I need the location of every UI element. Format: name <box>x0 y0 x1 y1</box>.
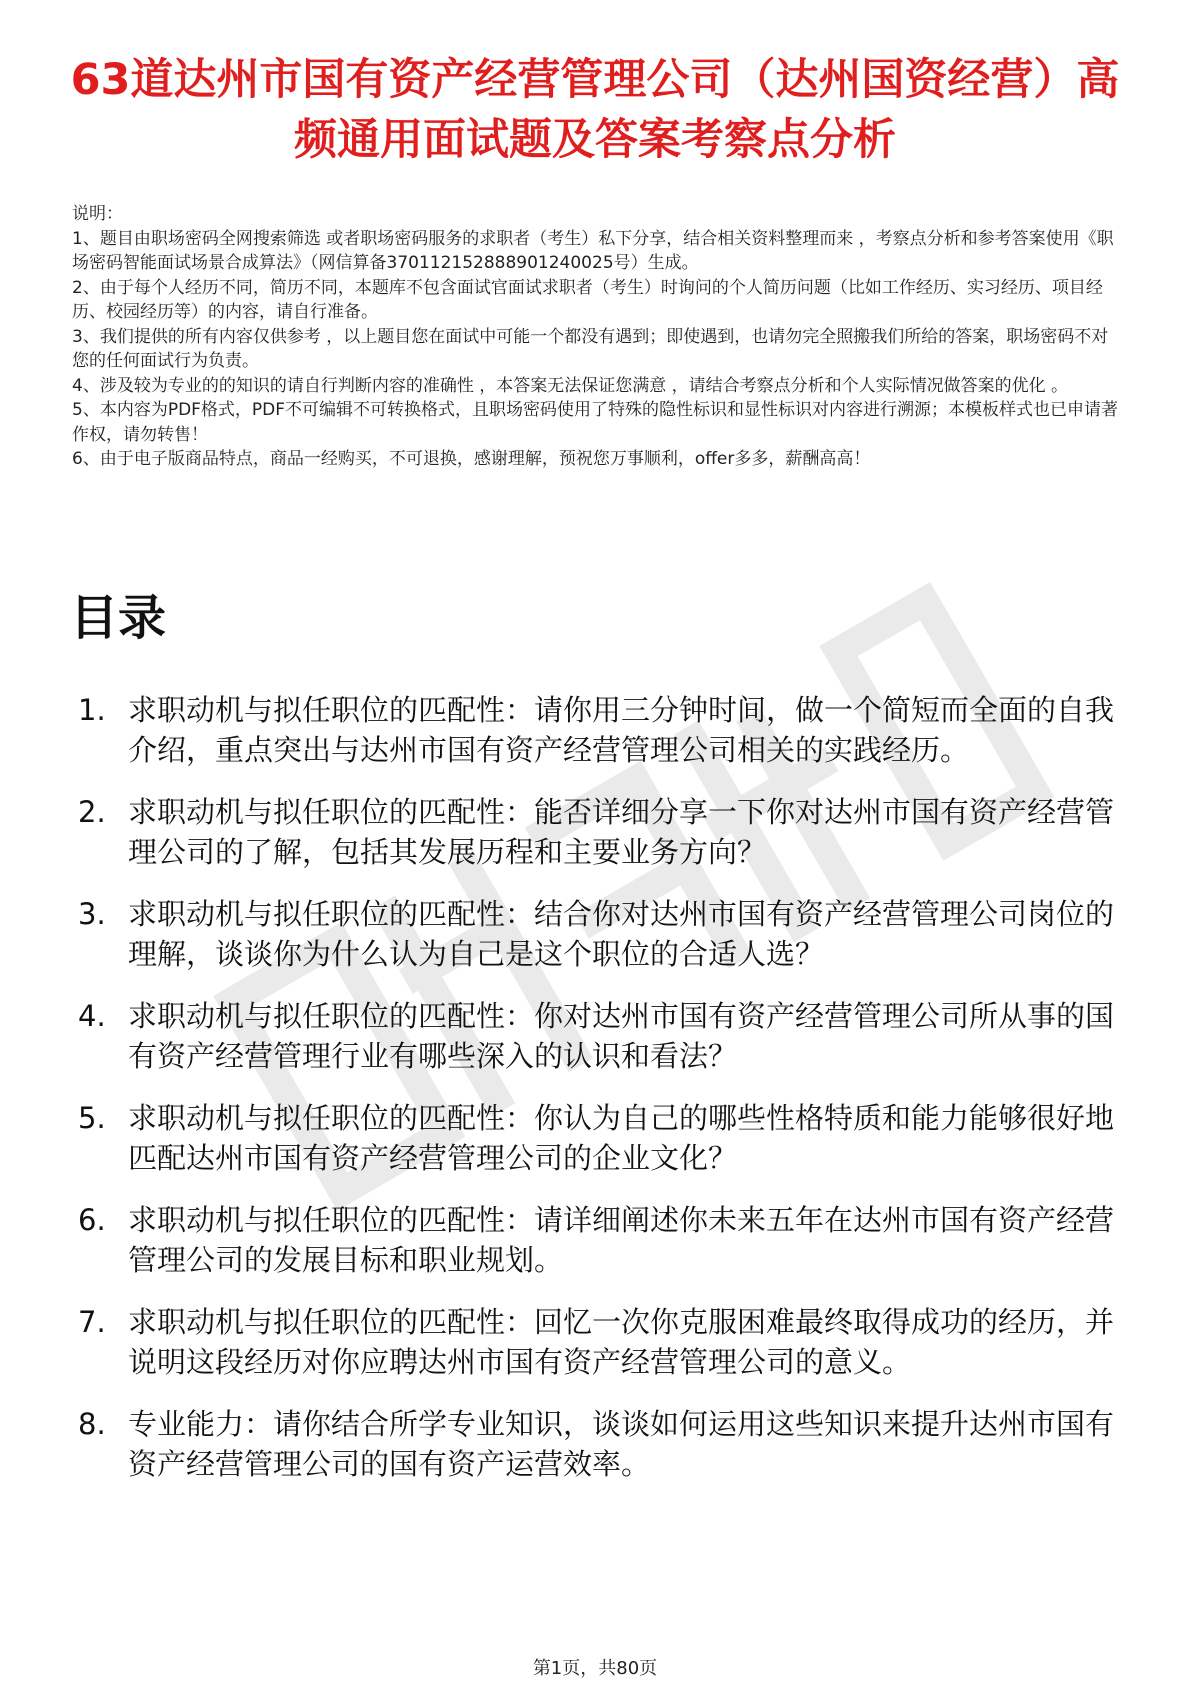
toc-item[interactable] <box>70 1404 1125 1484</box>
toc-item-number: 3. <box>78 897 106 931</box>
toc-item-number: 4. <box>78 999 106 1033</box>
page-number: 第1页，共80页 <box>532 1658 658 1679</box>
toc-item-text: 求职动机与拟任职位的匹配性：你对达州市国有资产经营管理公司所从事的国有资产经营管理行业有哪些深入的认识和看法？ <box>128 999 1115 1073</box>
note-item: 4、涉及较为专业的的知识的请自行判断内容的准确性 ，本答案无法保证您满意 ，请结合考察点分析和个人实际情况做答案的优化 。 <box>72 375 1069 396</box>
toc-item-number: 8. <box>78 1407 106 1441</box>
toc-item[interactable] <box>70 996 1125 1076</box>
notes-heading: 说明： <box>72 204 123 224</box>
toc-item-number: 2. <box>78 795 106 829</box>
toc-item-text: 求职动机与拟任职位的匹配性：请详细阐述你未来五年在达州市国有资产经营管理公司的发展目标和职业规划。 <box>128 1203 1115 1277</box>
note-item: 6、由于电子版商品特点，商品一经购买，不可退换，感谢理解，预祝您万事顺利，offer多多，薪酬高高！ <box>72 449 871 469</box>
toc-item-text: 求职动机与拟任职位的匹配性：结合你对达州市国有资产经营管理公司岗位的理解，谈谈你为什么认为自己是这个职位的合适人选？ <box>128 897 1115 971</box>
note-item: 3、我们提供的所有内容仅供参考 ，以上题目您在面试中可能一个都没有遇到；即使遇到，也请勿完全照搬我们所给的答案，职场密码不对您的任何面试行为负责。 <box>72 326 1109 371</box>
toc-item-number: 1. <box>78 693 106 727</box>
notes-section <box>72 202 1122 472</box>
toc-item[interactable] <box>70 792 1125 872</box>
toc-item[interactable] <box>70 690 1125 770</box>
toc-item-number: 5. <box>78 1101 106 1135</box>
toc-item-number: 6. <box>78 1203 106 1237</box>
toc-item[interactable] <box>70 894 1125 974</box>
toc-item-text: 求职动机与拟任职位的匹配性：请你用三分钟时间，做一个简短而全面的自我介绍，重点突出与达州市国有资产经营管理公司相关的实践经历。 <box>128 693 1115 767</box>
toc-item-text: 专业能力：请你结合所学专业知识，谈谈如何运用这些知识来提升达州市国有资产经营管理公司的国有资产运营效率。 <box>128 1407 1115 1481</box>
note-item: 5、本内容为PDF格式，PDF不可编辑不可转换格式，且职场密码使用了特殊的隐性标识和显性标识对内容进行溯源；本模板样式也已申请著作权，请勿转售！ <box>72 400 1119 445</box>
note-item: 2、由于每个人经历不同，简历不同，本题库不包含面试官面试求职者（考生）时询问的个人简历问题（比如工作经历、实习经历、项目经历、校园经历等）的内容，请自行准备。 <box>72 277 1103 322</box>
note-item: 1、题目由职场密码全网搜索筛选 或者职场密码服务的求职者（考生）私下分享，结合相关资料整理而来 ，考察点分析和参考答案使用《职场密码智能面试场景合成算法》（网信算备370112152888901240025号）生成。 <box>72 228 1114 273</box>
toc-list <box>70 690 1125 1506</box>
toc-item[interactable] <box>70 1302 1125 1382</box>
toc-item-number: 7. <box>78 1305 106 1339</box>
document-title: 63道达州市国有资产经营管理公司（达州国资经营）高频通用面试题及答案考察点分析 <box>70 55 1120 165</box>
toc-item[interactable] <box>70 1200 1125 1280</box>
toc-item-text: 求职动机与拟任职位的匹配性：能否详细分享一下你对达州市国有资产经营管理公司的了解，包括其发展历程和主要业务方向？ <box>128 795 1115 869</box>
toc-item[interactable] <box>70 1098 1125 1178</box>
toc-item-text: 求职动机与拟任职位的匹配性：回忆一次你克服困难最终取得成功的经历，并说明这段经历对你应聘达州市国有资产经营管理公司的意义。 <box>128 1305 1115 1379</box>
toc-heading: 目录 <box>70 590 167 646</box>
toc-item-text: 求职动机与拟任职位的匹配性：你认为自己的哪些性格特质和能力能够很好地匹配达州市国有资产经营管理公司的企业文化？ <box>128 1101 1115 1175</box>
